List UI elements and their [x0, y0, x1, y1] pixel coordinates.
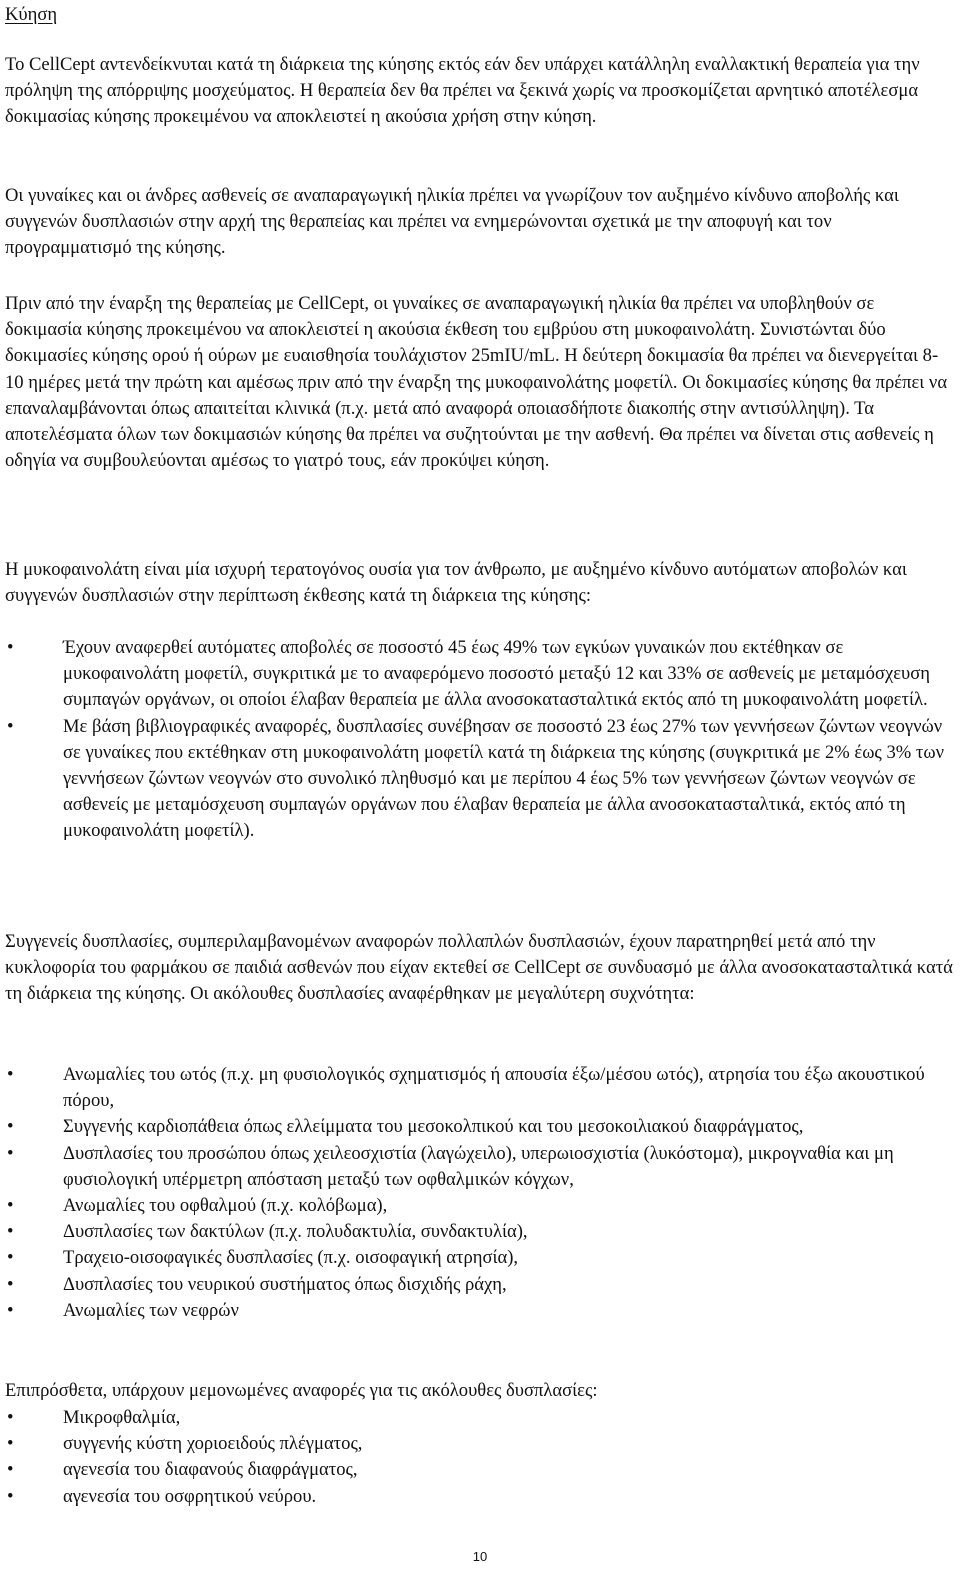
list-item: • Τραχειο-οισοφαγικές δυσπλασίες (π.χ. οισοφαγική ατρησία),	[5, 1245, 955, 1271]
list-item: • Με βάση βιβλιογραφικές αναφορές, δυσπλασίες συνέβησαν σε ποσοστό 23 έως 27% των γεννήσεων ζώντων νεογνών σε γυναίκες που εκτέθηκαν στη μυκοφαινολάτη μοφετίλ κατά τη διάρκεια της κύησης (συγκριτικά με 2% έως 3% των γεννήσεων ζώντων νεογνών στο συνολικό πληθυσμό και με περίπου 4 έως 5% των γεννήσεων ζώντων νεογνών σε ασθενείς με μεταμόσχευση συμπαγών οργάνων που έλαβαν θεραπεία με άλλα ανοσοκατασταλτικά, εκτός από τη μυκοφαινολάτη μοφετίλ).	[7, 715, 944, 842]
list-item: • Ανωμαλίες του ωτός (π.χ. μη φυσιολογικός σχηματισμός ή απουσία έξω/μέσου ωτός), ατρησία του έξω ακουστικού πόρου,	[7, 1064, 925, 1112]
list-item: • Ανωμαλίες του οφθαλμού (π.χ. κολόβωμα),	[5, 1193, 955, 1219]
list-item: • Δυσπλασίες των δακτύλων (π.χ. πολυδακτυλία, συνδακτυλία),	[5, 1219, 955, 1245]
list-item: • αγενεσία του οσφρητικού νεύρου.	[5, 1484, 955, 1510]
bullet-icon: •	[7, 1195, 14, 1217]
list-item: • Συγγενής καρδιοπάθεια όπως ελλείμματα του μεσοκολπικού και του μεσοκοιλιακού διαφράγματος,	[5, 1114, 955, 1140]
bullet-icon: •	[7, 1459, 14, 1481]
paragraph-patient-awareness: Οι γυναίκες και οι άνδρες ασθενείς σε αναπαραγωγική ηλικία πρέπει να γνωρίζουν τον αυξημένο κίνδυνο αποβολής και συγγενών δυσπλασιών στην αρχή της θεραπείας και πρέπει να ενημερώνονται σχετικά με την αποφυγή και τον προγραμματισμό της κύησης.	[5, 185, 899, 259]
bullet-icon: •	[7, 637, 14, 658]
bullet-list-malformations	[5, 1062, 955, 1324]
bullet-icon: •	[7, 1485, 14, 1507]
bullet-icon: •	[7, 1221, 14, 1243]
list-item: • Μικροφθαλμία,	[5, 1405, 955, 1431]
bullet-list-isolated	[5, 1405, 955, 1510]
list-item: • Δυσπλασίες του προσώπου όπως χειλεοσχιστία (λαγώχειλο), υπερωιοσχιστία (λυκόστομα), μικρογναθία και μη φυσιολογική υπέρμετρη απόσταση μεταξύ των οφθαλμικών κόγχων,	[7, 1142, 894, 1190]
page-number: 10	[472, 1549, 488, 1564]
paragraph-postmarketing: Συγγενείς δυσπλασίες, συμπεριλαμβανομένων αναφορών πολλαπλών δυσπλασιών, έχουν παρατηρηθεί μετά από την κυκλοφορία του φαρμάκου σε παιδιά ασθενών που είχαν εκτεθεί σε CellCept σε συνδυασμό με άλλα ανοσοκατασταλτικά κατά τη διάρκεια της κύησης. Οι ακόλουθες δυσπλασίες αναφέρθηκαν με μεγαλύτερη συχνότητα:	[5, 931, 953, 1005]
bullet-icon: •	[7, 1116, 14, 1138]
paragraph-teratogen: Η μυκοφαινολάτη είναι μία ισχυρή τερατογόνος ουσία για τον άνθρωπο, με αυξημένο κίνδυνο αυτόματων αποβολών και συγγενών δυσπλασιών στην περίπτωση έκθεσης κατά τη διάρκεια της κύησης:	[5, 559, 907, 607]
section-heading: Κύηση	[5, 4, 58, 25]
list-item: • συγγενής κύστη χοριοειδούς πλέγματος,	[5, 1431, 955, 1457]
bullet-icon: •	[7, 1247, 14, 1269]
list-item: • Έχουν αναφερθεί αυτόματες αποβολές σε ποσοστό 45 έως 49% των εγκύων γυναικών που εκτέθηκαν σε μυκοφαινολάτη μοφετίλ, συγκριτικά με το αναφερόμενο ποσοστό μεταξύ 12 και 33% σε ασθενείς με μεταμόσχευση συμπαγών οργάνων, οι οποίοι έλαβαν θεραπεία με άλλα ανοσοκατασταλτικά εκτός από τη μυκοφαινολάτη μοφετίλ.	[7, 637, 931, 711]
paragraph-pregnancy-testing: Πριν από την έναρξη της θεραπείας με CellCept, οι γυναίκες σε αναπαραγωγική ηλικία θα πρέπει να υποβληθούν σε δοκιμασία κύησης προκειμένου να αποκλειστεί η ακούσια έκθεση του εμβρύου στη μυκοφαινολάτη. Συνιστώνται δύο δοκιμασίες κύησης ορού ή ούρων με ευαισθησία τουλάχιστον 25mIU/mL. Η δεύτερη δοκιμασία θα πρέπει να διενεργείται 8-10 ημέρες μετά την πρώτη και αμέσως πριν από την έναρξη της μυκοφαινολάτης μοφετίλ. Οι δοκιμασίες κύησης θα πρέπει να επαναλαμβάνονται όπως απαιτείται κλινικά (π.χ. μετά από αναφορά οποιασδήποτε διακοπής στην αντισύλληψη). Τα αποτελέσματα όλων των δοκιμασιών κύησης θα πρέπει να συζητούνται με την ασθενή. Θα πρέπει να δίνεται στις ασθενείς η οδηγία να συμβουλεύονται αμέσως το γιατρό τους, εάν προκύψει κύηση.	[5, 293, 948, 472]
bullet-icon: •	[7, 715, 14, 737]
bullet-list-risks	[5, 635, 955, 845]
bullet-icon: •	[7, 1064, 14, 1085]
bullet-icon: •	[7, 1299, 14, 1321]
paragraph-contraindication: Το CellCept αντενδείκνυται κατά τη διάρκεια της κύησης εκτός εάν δεν υπάρχει κατάλληλη εναλλακτική θεραπεία για την πρόληψη της απόρριψης μοσχεύματος. Η θεραπεία δεν θα πρέπει να ξεκινά χωρίς να προσκομίζεται αρνητικό αποτέλεσμα δοκιμασίας κύησης προκειμένου να αποκλειστεί η ακούσια χρήση στην κύηση.	[5, 54, 920, 128]
bullet-icon: •	[7, 1433, 14, 1455]
bullet-icon: •	[7, 1407, 14, 1428]
list-item: • Δυσπλασίες του νευρικού συστήματος όπως δισχιδής ράχη,	[5, 1272, 955, 1298]
list-item: • Ανωμαλίες των νεφρών	[5, 1298, 955, 1324]
bullet-icon: •	[7, 1142, 14, 1164]
bullet-icon: •	[7, 1273, 14, 1295]
paragraph-isolated-reports: Επιπρόσθετα, υπάρχουν μεμονωμένες αναφορές για τις ακόλουθες δυσπλασίες:	[5, 1380, 598, 1401]
list-item: • αγενεσία του διαφανούς διαφράγματος,	[5, 1457, 955, 1483]
